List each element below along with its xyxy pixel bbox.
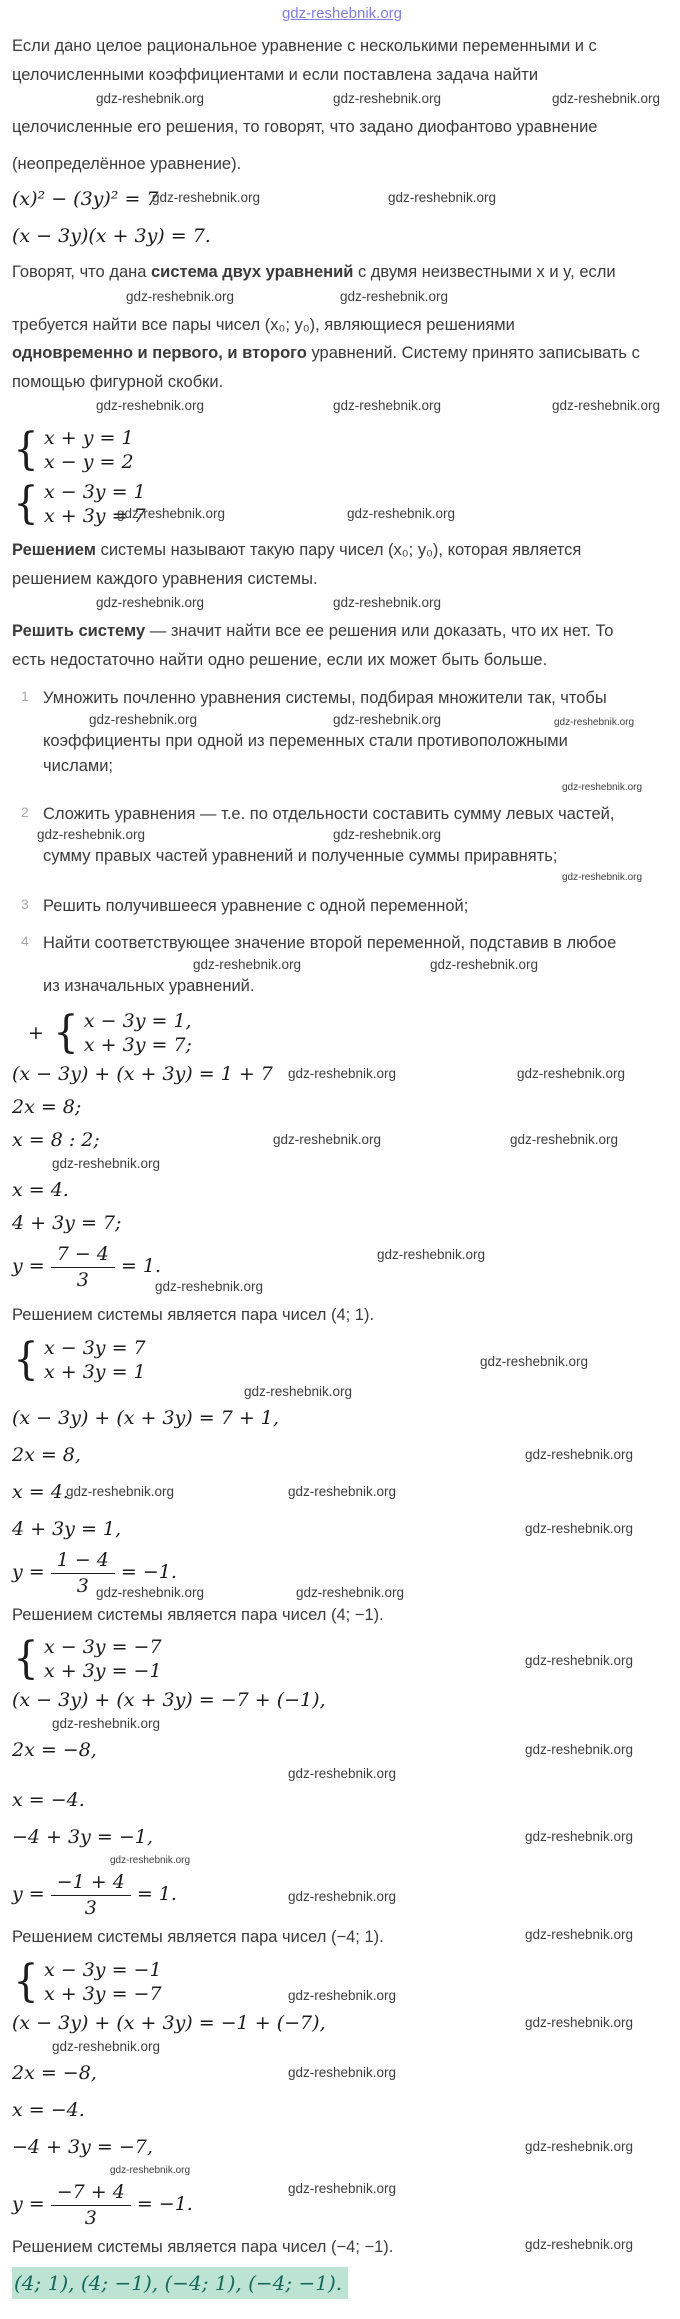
step-line: Решить получившееся уравнение с одной переменной; <box>43 896 469 915</box>
step-number: 1 <box>21 688 29 704</box>
intro-line-2: целочисленными коэффициентами и если поставлена задача найти <box>12 65 539 84</box>
watermark: gdz-reshebnik.org <box>333 91 442 106</box>
step-number: 4 <box>21 933 29 949</box>
math-line <box>12 1735 672 1766</box>
math-line <box>12 2095 672 2126</box>
watermark-row <box>43 870 672 884</box>
math-line <box>12 1477 672 1508</box>
watermark-row <box>12 2163 672 2177</box>
system-def-line-4: помощью фигурной скобки. <box>12 372 224 391</box>
fraction-rhs: = 1. <box>120 1254 161 1277</box>
fraction-numerator: −7 + 4 <box>51 2181 131 2206</box>
step-number: 2 <box>21 803 29 820</box>
watermark: gdz-reshebnik.org <box>554 716 635 728</box>
equation: (x − 3y) + (x + 3y) = −7 + (−1), <box>12 1689 326 1711</box>
watermark: gdz-reshebnik.org <box>525 1742 634 1757</box>
watermark: gdz-reshebnik.org <box>52 1156 161 1171</box>
fraction-numerator: 7 − 4 <box>51 1243 115 1268</box>
watermark: gdz-reshebnik.org <box>525 1520 634 1536</box>
final-answer: (4; 1), (4; −1), (−4; 1), (−4; −1). <box>12 2267 348 2299</box>
step-line: из изначальных уравнений. <box>43 976 255 995</box>
bold-text: Решением <box>12 541 96 559</box>
watermark: gdz-reshebnik.org <box>525 1927 634 1942</box>
watermark-row <box>12 2039 672 2056</box>
equation-system <box>12 426 672 474</box>
equation-system <box>12 1955 672 2007</box>
fraction <box>51 2181 131 2230</box>
equation: x − 3y = 7 <box>44 1336 146 1359</box>
watermark: gdz-reshebnik.org <box>96 398 205 413</box>
equation: x − 3y = −7 <box>44 1636 162 1658</box>
math-line <box>12 1092 672 1123</box>
watermark: gdz-reshebnik.org <box>52 1716 161 1731</box>
system-def-line-3 <box>12 339 672 368</box>
fraction <box>51 1243 115 1292</box>
fraction-numerator: 1 − 4 <box>51 1549 115 1574</box>
system-equations <box>44 426 134 474</box>
text-segment: уравнений. Систему принято записывать с <box>306 344 640 362</box>
watermark: gdz-reshebnik.org <box>296 1584 405 1600</box>
watermark: gdz-reshebnik.org <box>288 2180 397 2196</box>
intro-line-3: целочисленные его решения, то говорят, что задано диофантово уравнение <box>12 118 598 136</box>
watermark: gdz-reshebnik.org <box>193 956 302 972</box>
equation-system <box>12 480 672 528</box>
watermark: gdz-reshebnik.org <box>525 1653 634 1668</box>
equation: x = −4. <box>12 1789 85 1811</box>
fraction-denominator: 3 <box>84 1897 97 1919</box>
equation-system-sum <box>28 1009 672 1057</box>
fraction-lhs: y = <box>12 1254 45 1277</box>
watermark: gdz-reshebnik.org <box>525 1446 634 1462</box>
watermark: gdz-reshebnik.org <box>562 781 643 793</box>
watermark: gdz-reshebnik.org <box>288 1066 397 1081</box>
watermark: gdz-reshebnik.org <box>333 595 442 610</box>
watermark: gdz-reshebnik.org <box>430 956 539 972</box>
text-segment: Говорят, что дана <box>12 263 151 281</box>
fraction-rhs: = −1. <box>120 1560 177 1583</box>
equation: (x − 3y) + (x + 3y) = 7 + 1, <box>12 1406 279 1429</box>
watermark-row <box>12 1384 672 1401</box>
equation: x − 3y = 1 <box>44 481 146 503</box>
watermark-row <box>12 287 672 311</box>
math-fraction-line <box>12 2181 672 2233</box>
math-line <box>12 1822 672 1853</box>
fraction-rhs: = −1. <box>136 2192 193 2215</box>
equation: x = −4. <box>12 2098 85 2121</box>
bold-text: Решить систему <box>12 622 146 640</box>
system-equations <box>84 1009 192 1057</box>
system-brace: { <box>13 424 39 475</box>
equation: −4 + 3y = −1, <box>12 1826 153 1848</box>
step-line: Найти соответствующее значение второй переменной, подставив в любое <box>43 934 617 952</box>
intro-line-1: Если дано целое рациональное уравнение с несколькими переменными и с <box>12 37 597 55</box>
watermark-row <box>12 1853 672 1867</box>
watermark: gdz-reshebnik.org <box>525 2138 634 2154</box>
watermark: gdz-reshebnik.org <box>89 711 198 727</box>
equation: x − y = 2 <box>44 451 134 473</box>
equation: (x − 3y)(x + 3y) = 7. <box>12 225 211 247</box>
watermark: gdz-reshebnik.org <box>288 1889 397 1904</box>
plus-operator: + <box>28 1022 44 1044</box>
math-line <box>12 1125 672 1156</box>
system-def-line-1 <box>12 258 672 287</box>
equation-system <box>12 1635 672 1683</box>
math-fraction-line <box>12 1243 672 1295</box>
watermark: gdz-reshebnik.org <box>244 1383 353 1399</box>
math-line <box>12 1175 672 1206</box>
text-segment: с двумя неизвестными x и y, если <box>353 263 616 281</box>
step-item-2 <box>12 802 672 884</box>
system-brace: { <box>13 1633 39 1684</box>
system-brace: { <box>13 1333 39 1385</box>
watermark-row <box>37 827 672 844</box>
equation: x + 3y = −1 <box>44 1660 162 1682</box>
text-segment: — значит найти все ее решения или доказать, что их нет. То <box>145 622 614 640</box>
watermark: gdz-reshebnik.org <box>562 871 643 883</box>
watermark: gdz-reshebnik.org <box>388 190 497 205</box>
fraction-denominator: 3 <box>84 2206 97 2229</box>
watermark: gdz-reshebnik.org <box>288 1766 397 1781</box>
solve-def-line-2: есть недостаточно найти одно решение, если их может быть больше. <box>12 650 548 669</box>
math-line <box>12 2058 672 2089</box>
watermark: gdz-reshebnik.org <box>288 1987 397 2003</box>
watermark: gdz-reshebnik.org <box>110 2164 191 2176</box>
equation: x − 3y = −1 <box>44 1958 162 1981</box>
watermark: gdz-reshebnik.org <box>480 1353 589 1369</box>
bold-text: одновременно и первого, и второго <box>12 344 307 362</box>
equation: x = 8 : 2; <box>12 1129 100 1151</box>
watermark: gdz-reshebnik.org <box>525 1829 634 1844</box>
bold-text: система двух уравнений <box>151 263 354 281</box>
watermark: gdz-reshebnik.org <box>96 91 205 106</box>
step-number: 3 <box>21 895 29 912</box>
result-text: Решением системы является пара чисел (−4; 1). <box>12 1928 384 1946</box>
watermark-row <box>12 396 672 420</box>
system-brace: { <box>53 1007 79 1058</box>
step-item-1 <box>12 686 672 794</box>
equation: (x − 3y) + (x + 3y) = −1 + (−7), <box>12 2011 326 2034</box>
fraction-denominator: 3 <box>76 1269 89 1291</box>
solve-def-line-1 <box>12 617 672 646</box>
watermark: gdz-reshebnik.org <box>340 288 449 304</box>
watermark: gdz-reshebnik.org <box>52 2038 161 2054</box>
intro-line-4: (неопределённое уравнение). <box>12 154 242 173</box>
step-line: коэффициенты при одной из переменных стали противоположными <box>43 731 568 750</box>
watermark: gdz-reshebnik.org <box>517 1066 626 1081</box>
math-fraction-line <box>12 1871 672 1923</box>
equation: x = 4. <box>12 1179 69 1201</box>
watermark-row <box>43 780 672 794</box>
equation: 4 + 3y = 7; <box>12 1212 122 1234</box>
math-line <box>12 1685 672 1716</box>
equation: x − 3y = 1, <box>83 1010 192 1032</box>
math-line <box>12 1440 672 1471</box>
watermark: gdz-reshebnik.org <box>552 398 661 413</box>
equation: x = 4. <box>12 1480 69 1503</box>
math-fraction-line <box>12 1549 672 1601</box>
watermark: gdz-reshebnik.org <box>152 190 261 205</box>
equation: (x)² − (3y)² = 7 <box>12 188 159 210</box>
watermark-row <box>12 593 672 617</box>
watermark-row <box>12 1716 672 1733</box>
system-def-line-2: требуется найти все пары чисел (x₀; y₀), являющиеся решениями <box>12 315 515 334</box>
watermark-row <box>12 1766 672 1783</box>
math-line <box>12 1785 672 1816</box>
watermark: gdz-reshebnik.org <box>288 2064 397 2080</box>
result-line: Решением системы является пара чисел (4; −1). <box>12 1605 384 1624</box>
system-equations <box>44 1958 162 2006</box>
solution-def-line-2: решением каждого уравнения системы. <box>12 569 318 588</box>
watermark-row <box>12 89 672 113</box>
equation: 2x = −8, <box>12 2061 97 2084</box>
result-line <box>12 1923 672 1952</box>
equation-system <box>12 1333 672 1385</box>
watermark: gdz-reshebnik.org <box>96 595 205 610</box>
math-line <box>12 184 672 215</box>
equation: 2x = −8, <box>12 1739 97 1761</box>
watermark-row <box>12 1156 672 1173</box>
fraction-lhs: y = <box>12 1560 45 1583</box>
watermark-row <box>43 957 672 974</box>
system-equations <box>44 1635 162 1683</box>
equation: x + y = 1 <box>44 427 134 449</box>
fraction-denominator: 3 <box>76 1574 89 1597</box>
step-item-3 <box>12 894 672 920</box>
watermark-row <box>43 712 672 729</box>
fraction <box>51 1871 131 1920</box>
step-item-4 <box>12 931 672 999</box>
result-line: Решением системы является пара чисел (4; 1). <box>12 1306 375 1324</box>
equation: x + 3y = 7; <box>83 1034 192 1056</box>
watermark: gdz-reshebnik.org <box>96 1584 205 1600</box>
solution-def-line-1 <box>12 536 672 565</box>
equation: (x − 3y) + (x + 3y) = 1 + 7 <box>12 1063 273 1085</box>
step-line: Сложить уравнения — т.е. по отдельности составить сумму левых частей, <box>43 804 615 823</box>
step-line: числами; <box>43 757 114 775</box>
fraction-lhs: y = <box>12 1882 45 1905</box>
watermark: gdz-reshebnik.org <box>510 1132 619 1147</box>
watermark: gdz-reshebnik.org <box>333 827 442 842</box>
watermark: gdz-reshebnik.org <box>126 288 235 304</box>
math-line <box>12 2132 672 2163</box>
equation: x + 3y = −7 <box>44 1982 162 2005</box>
final-answer-line <box>12 2271 672 2295</box>
equation: 4 + 3y = 1, <box>12 1517 122 1540</box>
watermark: gdz-reshebnik.org <box>333 398 442 413</box>
watermark: gdz-reshebnik.org <box>347 506 456 521</box>
system-equations <box>44 1336 146 1384</box>
fraction-rhs: = 1. <box>136 1882 177 1905</box>
watermark: gdz-reshebnik.org <box>37 827 146 842</box>
watermark: gdz-reshebnik.org <box>273 1132 382 1147</box>
watermark: gdz-reshebnik.org <box>66 1483 175 1499</box>
result-line <box>12 2233 672 2262</box>
equation: 2x = 8, <box>12 1443 81 1466</box>
watermark: gdz-reshebnik.org <box>552 91 661 106</box>
fraction-lhs: y = <box>12 2192 45 2215</box>
step-line: сумму правых частей уравнений и полученные суммы приравнять; <box>43 847 558 865</box>
watermark: gdz-reshebnik.org <box>155 1279 264 1294</box>
watermark: gdz-reshebnik.org <box>117 506 226 521</box>
watermark: gdz-reshebnik.org <box>288 1483 397 1499</box>
step-line: Умножить почленно уравнения системы, подбирая множители так, чтобы <box>43 689 607 707</box>
math-line <box>12 1403 672 1434</box>
watermark: gdz-reshebnik.org <box>525 2236 634 2252</box>
math-line <box>12 221 672 252</box>
text-segment: системы называют такую пару чисел (x₀; y₀), которая является <box>95 541 582 559</box>
math-line <box>12 1514 672 1545</box>
equation: x + 3y = 7 <box>44 505 146 527</box>
equation: −4 + 3y = −7, <box>12 2135 153 2158</box>
watermark: gdz-reshebnik.org <box>333 711 442 727</box>
watermark: gdz-reshebnik.org <box>525 2014 634 2030</box>
system-brace: { <box>13 478 39 529</box>
math-line <box>12 2008 672 2039</box>
equation: 2x = 8; <box>12 1096 82 1118</box>
math-line <box>12 1059 672 1090</box>
watermark: gdz-reshebnik.org <box>110 1855 191 1866</box>
system-brace: { <box>13 1955 39 2007</box>
equation: x + 3y = 1 <box>44 1360 146 1383</box>
math-line <box>12 1208 672 1239</box>
watermark: gdz-reshebnik.org <box>377 1247 486 1262</box>
fraction-numerator: −1 + 4 <box>51 1871 131 1896</box>
site-link[interactable]: gdz-reshebnik.org <box>281 5 403 22</box>
result-text: Решением системы является пара чисел (−4; −1). <box>12 2237 394 2256</box>
